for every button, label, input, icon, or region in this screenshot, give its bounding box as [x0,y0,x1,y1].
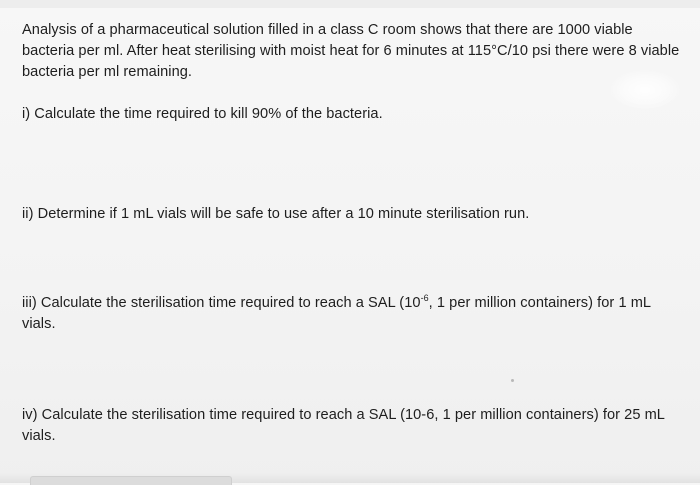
question-i: i) Calculate the time required to kill 90% of the bacteria. [22,106,383,122]
top-strip [0,0,700,8]
dust-speck [511,379,514,382]
question-ii: ii) Determine if 1 mL vials will be safe to use after a 10 minute sterilisation run. [22,206,530,222]
question-iii-text-end: , 1 per million containers) for 1 mL vials. [22,295,651,332]
problem-intro: Analysis of a pharmaceutical solution filled in a class C room shows that there are 1000 viable bacteria per ml. After heat sterilising with moist heat for 6 minutes at 115°C/10 psi there were 8 viable bacteria per ml remaining. [22,22,680,80]
question-iii-exponent: -6 [420,293,429,303]
question-iv: iv) Calculate the sterilisation time required to reach a SAL (10-6, 1 per million containers) for 25 mL vials. [22,407,665,444]
question-iii-text-start: iii) Calculate the sterilisation time required to reach a SAL (10 [22,295,421,311]
question-iii [22,293,682,335]
bottom-control[interactable] [30,476,232,485]
